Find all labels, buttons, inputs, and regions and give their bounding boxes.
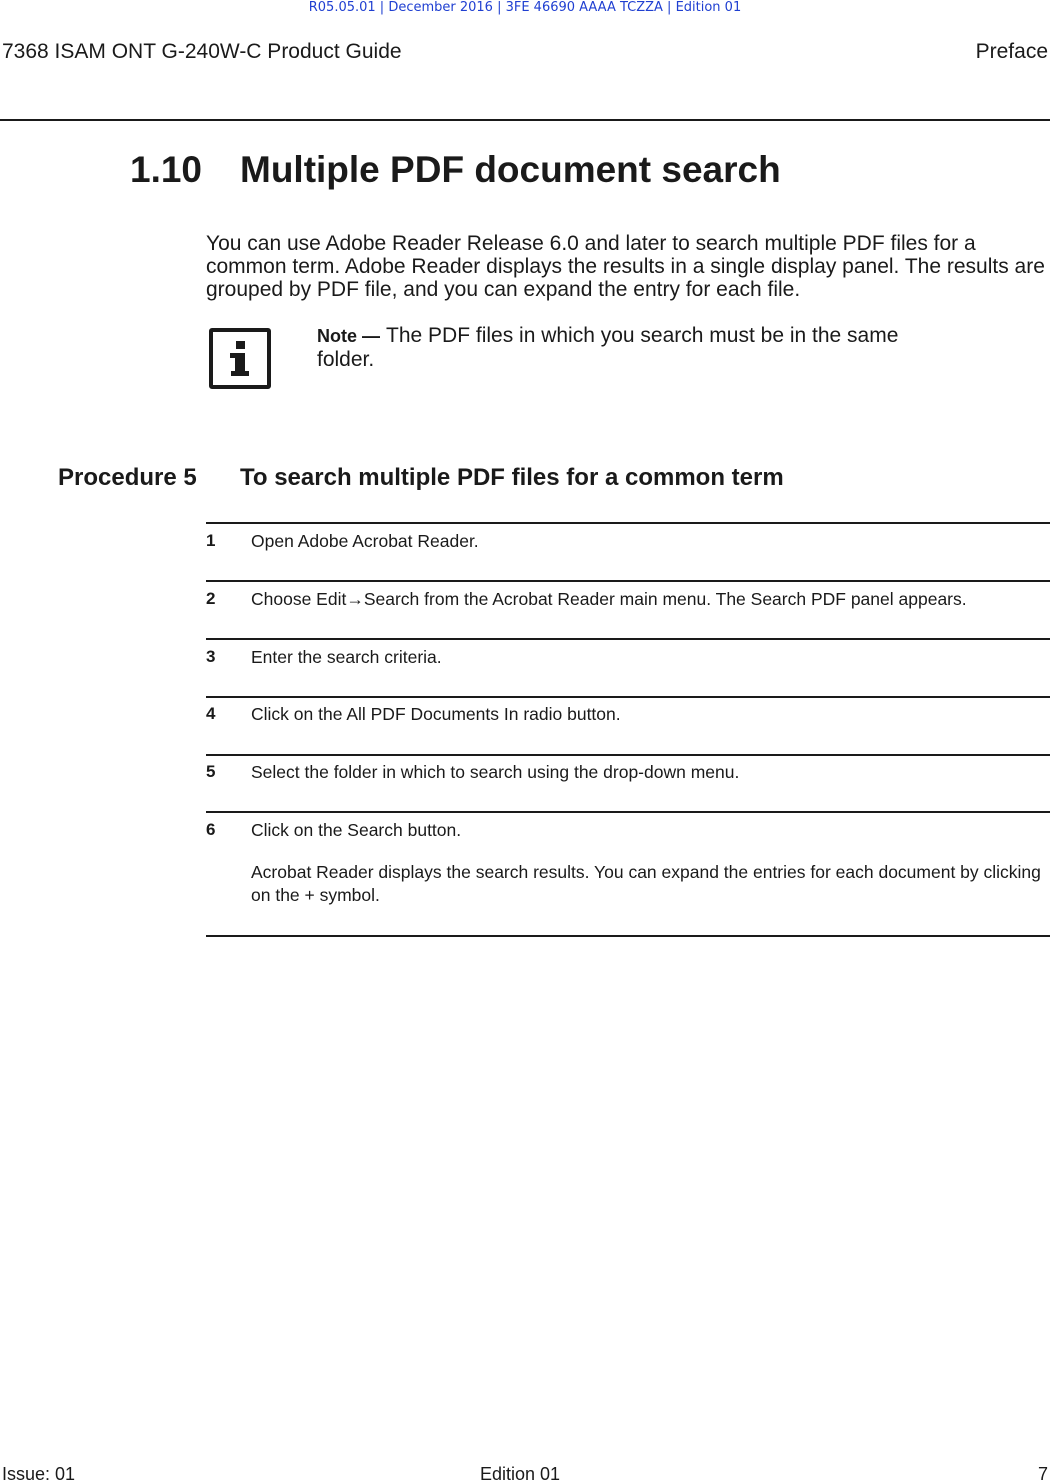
step-text: Enter the search criteria. [251, 647, 442, 667]
header-divider [0, 119, 1050, 121]
step-text: Click on the All PDF Documents In radio button. [251, 704, 621, 724]
step-number: 3 [206, 647, 216, 666]
step-result-paragraph: Acrobat Reader displays the search results. You can expand the entries for each document by clicking on the + symbol. [251, 862, 1041, 905]
section-heading [130, 148, 781, 192]
note-text: The PDF files in which you search must be in the same folder. [317, 324, 899, 371]
step-divider [206, 580, 1050, 582]
step-text: Choose Edit→Search from the Acrobat Reader main menu. The Search PDF panel appears. [251, 589, 967, 609]
step-number: 5 [206, 762, 216, 781]
step-number: 4 [206, 704, 216, 723]
step-divider [206, 811, 1050, 813]
step-number: 2 [206, 589, 216, 608]
footer-edition: Edition 01 [480, 1464, 561, 1484]
step-divider [206, 754, 1050, 756]
procedure-title: To search multiple PDF files for a common term [240, 464, 784, 491]
footer-page-number: 7 [1037, 1464, 1048, 1484]
section-title: Multiple PDF document search [240, 149, 781, 190]
step-number: 1 [206, 531, 216, 550]
step-divider [206, 638, 1050, 640]
running-header-title: 7368 ISAM ONT G-240W-C Product Guide [2, 40, 402, 63]
document-revision-banner: R05.05.01 | December 2016 | 3FE 46690 AAAA TCZZA | Edition 01 [308, 0, 742, 15]
step-text: Click on the Search button. [251, 820, 462, 840]
procedure-end-divider [206, 935, 1050, 937]
section-number: 1.10 [130, 149, 203, 190]
info-icon-glyph [213, 332, 267, 385]
step-divider [206, 696, 1050, 698]
step-divider [206, 522, 1050, 524]
step-number: 6 [206, 820, 216, 839]
running-header-chapter: Preface [975, 40, 1048, 63]
info-icon [209, 328, 271, 389]
footer-issue: Issue: 01 [2, 1464, 76, 1484]
procedure-number: Procedure 5 [58, 464, 197, 491]
note-paragraph [317, 324, 957, 371]
note-label: Note — [317, 326, 380, 346]
procedure-heading [58, 464, 784, 492]
section-intro-paragraph: You can use Adobe Reader Release 6.0 and later to search multiple PDF files for a common term. Adobe Reader displays the results in a single display panel. The results are grouped by PDF file, and you can expand the entry for each file. [206, 232, 1045, 301]
step-text: Open Adobe Acrobat Reader. [251, 531, 479, 551]
step-text: Select the folder in which to search using the drop-down menu. [251, 762, 740, 782]
